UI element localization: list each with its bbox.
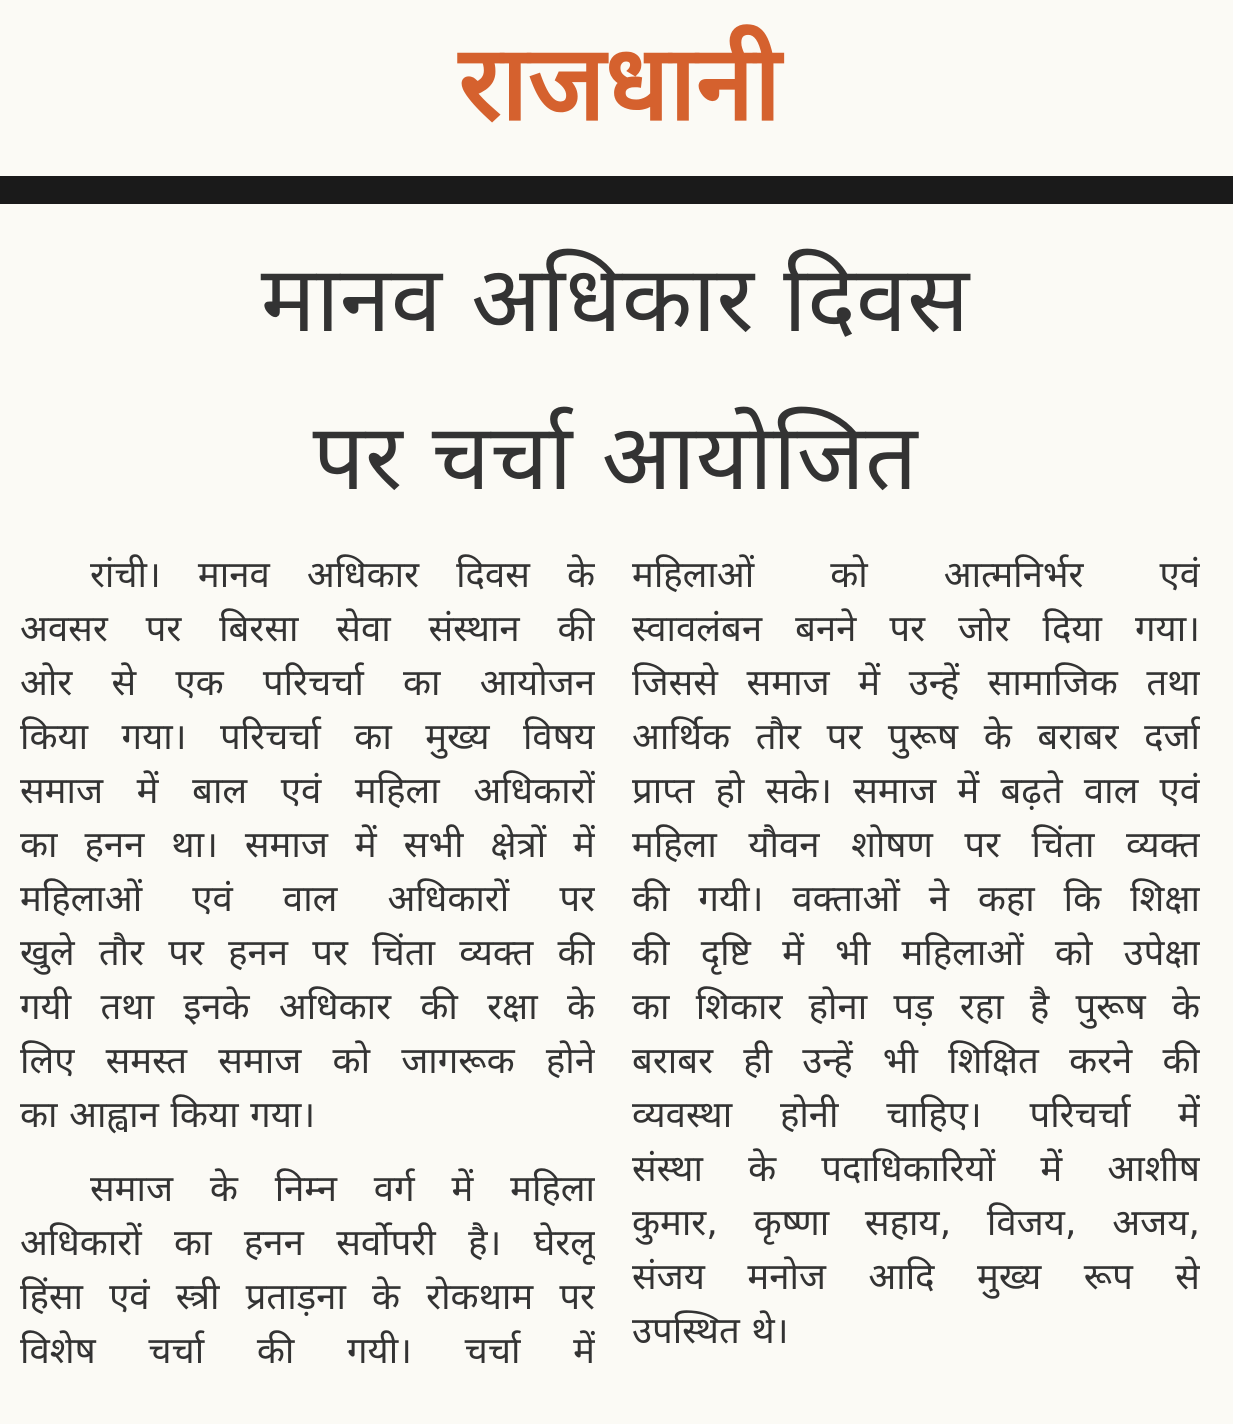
article-line: का हनन था। समाज में सभी क्षेत्रों में [20, 823, 595, 866]
article-line: लिए समस्त समाज को जागरूक होने [20, 1039, 595, 1082]
section-title: राजधानी [458, 22, 782, 144]
article-line: अधिकारों का हनन सर्वोपरी है। घेरलू [20, 1221, 595, 1264]
article-line: समाज में बाल एवं महिला अधिकारों [20, 769, 595, 812]
article-line: ओर से एक परिचर्चा का आयोजन [20, 661, 595, 704]
article-line: प्राप्त हो सके। समाज में बढ़ते वाल एवं [632, 769, 1200, 812]
article-line: महिला यौवन शोषण पर चिंता व्यक्त [632, 823, 1200, 866]
article-line: जिससे समाज में उन्हें सामाजिक तथा [632, 661, 1200, 704]
article-line: हिंसा एवं स्त्री प्रताड़ना के रोकथाम पर [20, 1275, 595, 1318]
article-line: संजय मनोज आदि मुख्य रूप से [632, 1255, 1200, 1298]
headline-line-2: पर चर्चा आयोजित [312, 404, 918, 511]
article-line: स्वावलंबन बनने पर जोर दिया गया। [632, 607, 1200, 650]
article-line: व्यवस्था होनी चाहिए। परिचर्चा में [632, 1093, 1200, 1136]
article-line: खुले तौर पर हनन पर चिंता व्यक्त की [20, 931, 595, 974]
headline-line-1: मानव अधिकार दिवस [260, 246, 970, 353]
article-line: का शिकार होना पड़ रहा है पुरूष के [632, 985, 1200, 1028]
article-line: किया गया। परिचर्चा का मुख्य विषय [20, 715, 595, 758]
article-line: उपस्थित थे। [632, 1309, 789, 1352]
article-column-right [632, 548, 1200, 1358]
article-line: आर्थिक तौर पर पुरूष के बराबर दर्जा [632, 715, 1200, 758]
article-line: का आह्वान किया गया। [20, 1093, 316, 1136]
article-line: विशेष चर्चा की गयी। चर्चा में [20, 1329, 595, 1372]
article-line: रांची। मानव अधिकार दिवस के [90, 553, 595, 596]
article-line: बराबर ही उन्हें भी शिक्षित करने की [632, 1039, 1200, 1082]
article-line: महिलाओं को आत्मनिर्भर एवं [632, 553, 1200, 596]
article-line: गयी तथा इनके अधिकार की रक्षा के [20, 985, 595, 1028]
article-line: अवसर पर बिरसा सेवा संस्थान की [20, 607, 595, 650]
article-line: कुमार, कृष्णा सहाय, विजय, अजय, [632, 1201, 1200, 1244]
article-line: महिलाओं एवं वाल अधिकारों पर [20, 877, 595, 920]
article-line: की दृष्टि में भी महिलाओं को उपेक्षा [632, 931, 1200, 974]
article-line: संस्था के पदाधिकारियों में आशीष [632, 1147, 1200, 1190]
article-line: की गयी। वक्ताओं ने कहा कि शिक्षा [632, 877, 1200, 920]
article-column-left [20, 548, 595, 1378]
section-divider [0, 176, 1233, 204]
article-line: समाज के निम्न वर्ग में महिला [90, 1167, 595, 1210]
paragraph-gap [20, 1142, 595, 1162]
